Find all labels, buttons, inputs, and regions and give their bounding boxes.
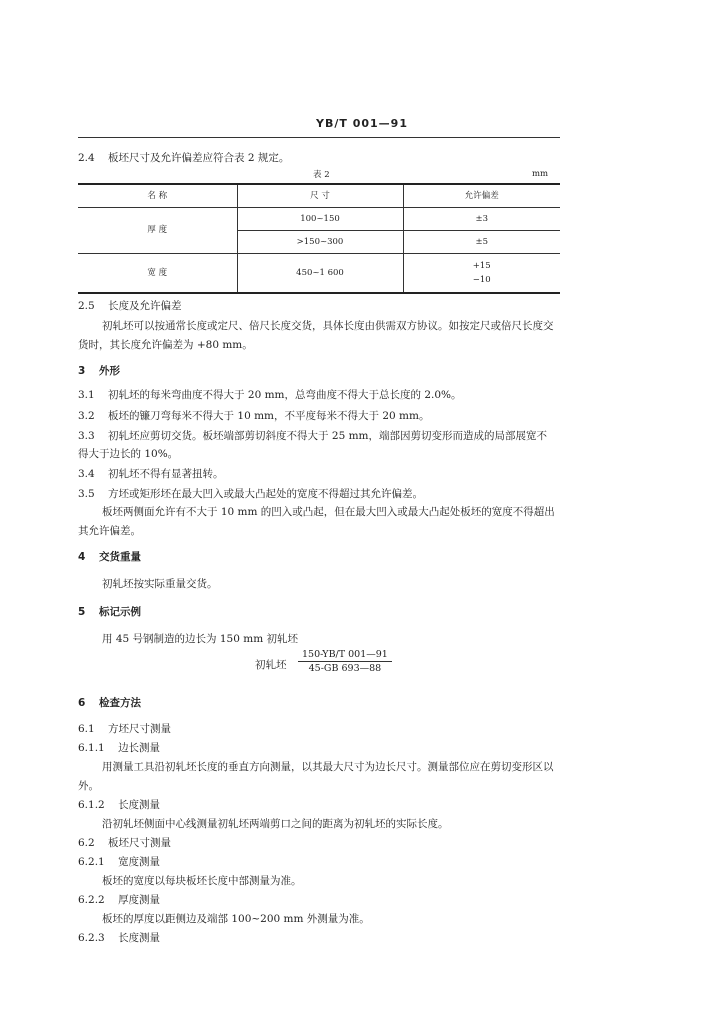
paragraph-line: 板坯的厚度以距侧边及端部 100~200 mm 外测量为准。: [102, 913, 370, 925]
table-cell: ±3: [403, 208, 560, 231]
clause-6-2-1: [78, 854, 160, 869]
row-label-thickness: 厚 度: [78, 208, 237, 254]
clause-3-3-cont: 得大于边长的 10%。: [78, 448, 179, 460]
marking-example-fraction: [298, 649, 392, 674]
section-number: 5: [78, 606, 86, 618]
marking-numerator: 150-YB/T 001—91: [298, 649, 392, 662]
section-2-4-heading: [78, 150, 289, 165]
tolerance-lower: −10: [472, 275, 491, 285]
table-cell: ±5: [403, 231, 560, 254]
section-number: 2.4: [78, 152, 95, 164]
clause-number: 6.2.2: [78, 894, 105, 906]
clause-number: 6.1: [78, 723, 95, 735]
paragraph-line: 货时，其长度允许偏差为 +80 mm。: [78, 339, 253, 351]
clause-number: 3.5: [78, 488, 95, 500]
clause-text: 板坯的镰刀弯每米不得大于 10 mm，不平度每米不得大于 20 mm。: [108, 410, 430, 422]
section-title: 外形: [98, 365, 120, 377]
section-5-heading: [78, 604, 141, 619]
section-number: 6: [78, 697, 86, 709]
clause-number: 3.2: [78, 410, 95, 422]
clause-number: 3.4: [78, 468, 95, 480]
section-number: 3: [78, 365, 86, 377]
clause-title: 厚度测量: [118, 894, 161, 906]
table-row: [78, 208, 560, 231]
clause-6-2-2: [78, 892, 160, 907]
table-cell: >150~300: [237, 231, 403, 254]
paragraph-line: 用测量工具沿初轧坯长度的垂直方向测量，以其最大尺寸为边长尺寸。测量部位应在剪切变形区以: [102, 761, 554, 773]
marking-label: 初轧坯: [255, 659, 287, 671]
column-header: 名 称: [78, 184, 237, 208]
section-title: 标记示例: [98, 606, 141, 618]
marking-denominator: 45-GB 693—88: [308, 663, 382, 674]
column-header: 尺 寸: [237, 184, 403, 208]
section-6-heading: [78, 695, 141, 710]
clause-title: 边长测量: [118, 742, 161, 754]
clause-3-4: [78, 466, 224, 481]
table-header-row: [78, 184, 560, 208]
clause-title: 长度测量: [118, 799, 161, 811]
paragraph-line: 板坯两侧面允许有不大于 10 mm 的凹入或凸起，但在最大凹入或最大凸起处板坯的宽度不得超出: [102, 506, 555, 518]
section-3-heading: [78, 363, 120, 378]
section-number: 2.5: [78, 300, 95, 312]
clause-3-2: [78, 408, 429, 423]
paragraph-line: 外。: [78, 780, 99, 792]
clause-text: 初轧坯的每米弯曲度不得大于 20 mm，总弯曲度不得大于总长度的 2.0%。: [108, 389, 462, 401]
clause-number: 3.3: [78, 430, 95, 442]
clause-number: 6.1.1: [78, 742, 105, 754]
clause-6-2-3: [78, 930, 160, 945]
table-cell: 100~150: [237, 208, 403, 231]
clause-title: 长度测量: [118, 932, 161, 944]
row-label-width: 宽 度: [78, 254, 237, 294]
table-caption: 表 2: [313, 170, 330, 180]
tolerance-upper: +15: [472, 260, 491, 271]
clause-number: 6.2: [78, 837, 95, 849]
clause-6-2: [78, 835, 171, 850]
clause-6-1-2: [78, 797, 160, 812]
table-unit: mm: [532, 169, 549, 179]
clause-3-5: [78, 486, 423, 501]
clause-title: 板坯尺寸测量: [108, 837, 172, 849]
clause-title: 方坯尺寸测量: [108, 723, 172, 735]
clause-number: 6.2.3: [78, 932, 105, 944]
paragraph-line: 初轧坯可以按通常长度或定尺、倍尺长度交货，具体长度由供需双方协议。如按定尺或倍尺长度交: [102, 320, 554, 332]
clause-number: 6.2.1: [78, 856, 105, 868]
standard-code-header: YB/T 001—91: [316, 117, 408, 130]
clause-3-3: [78, 428, 547, 443]
table-cell-tolerance: [403, 254, 560, 294]
clause-title: 宽度测量: [118, 856, 161, 868]
clause-number: 6.1.2: [78, 799, 105, 811]
clause-6-1-1: [78, 740, 160, 755]
header-rule: [78, 137, 560, 138]
section-title: 交货重量: [98, 551, 141, 563]
table-row: [78, 254, 560, 294]
paragraph-line: 沿初轧坯侧面中心线测量初轧坯两端剪口之间的距离为初轧坯的实际长度。: [102, 818, 449, 830]
section-text: 板坯尺寸及允许偏差应符合表 2 规定。: [108, 152, 290, 164]
clause-text: 初轧坯应剪切交货。板坯端部剪切斜度不得大于 25 mm，端部因剪切变形而造成的局部展宽不: [108, 430, 547, 442]
paragraph-line: 用 45 号钢制造的边长为 150 mm 初轧坯: [102, 633, 299, 645]
clause-text: 方坯或矩形坯在最大凹入或最大凸起处的宽度不得超过其允许偏差。: [108, 488, 424, 500]
section-2-5-heading: [78, 298, 182, 313]
clause-6-1: [78, 721, 171, 736]
clause-3-1: [78, 387, 462, 402]
clause-number: 3.1: [78, 389, 95, 401]
section-4-heading: [78, 549, 141, 564]
dimension-tolerance-table: [78, 183, 560, 294]
clause-text: 初轧坯不得有显著扭转。: [108, 468, 224, 480]
column-header: 允许偏差: [403, 184, 560, 208]
paragraph-line: 初轧坯按实际重量交货。: [102, 578, 218, 590]
section-title: 检查方法: [98, 697, 141, 709]
table-cell: 450~1 600: [237, 254, 403, 294]
section-number: 4: [78, 551, 86, 563]
paragraph-line: 板坯的宽度以每块板坯长度中部测量为准。: [102, 875, 302, 887]
section-title: 长度及允许偏差: [108, 300, 182, 312]
paragraph-line: 其允许偏差。: [78, 525, 141, 537]
